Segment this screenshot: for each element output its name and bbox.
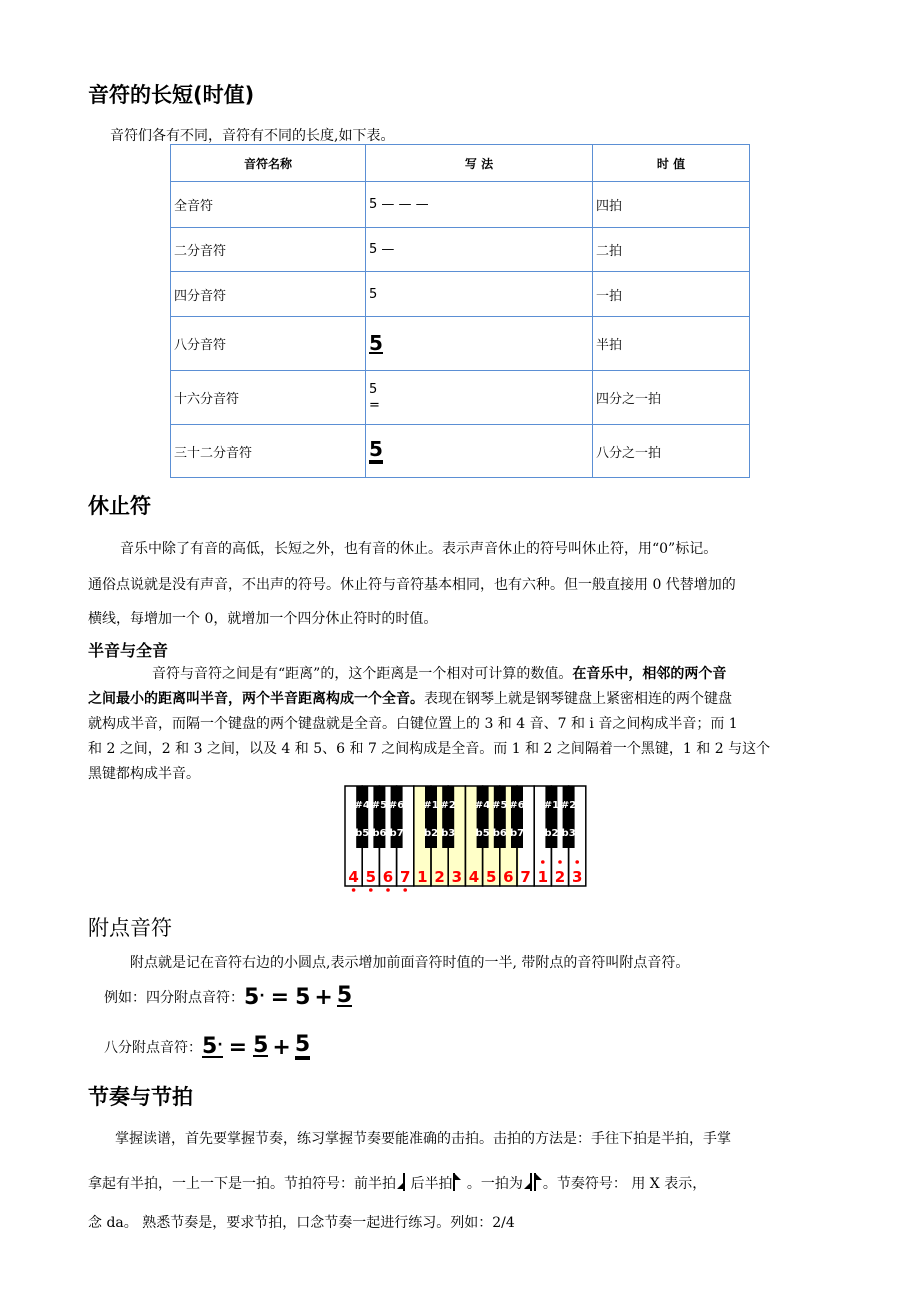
- semitone-paragraph-line: 和 2 之间，2 和 3 之间，以及 4 和 5、6 和 7 之间构成是全音。而 1 和 2 之间隔着一个黑键，1 和 2 与这个: [88, 741, 771, 757]
- section-title-semitone: 半音与全音: [88, 641, 169, 660]
- table-row: [171, 317, 750, 371]
- equals-sign: =: [270, 984, 290, 1010]
- cell-notation: 5 —: [366, 228, 593, 272]
- example-label: 八分附点音符：: [104, 1040, 202, 1056]
- white-key-number: 2: [434, 868, 445, 886]
- black-key-flat-label: b2: [423, 828, 439, 839]
- white-key-number: 4: [468, 868, 480, 886]
- rhythm-paragraph-line: 掌握读谱，首先要掌握节奏，练习掌握节奏要能准确的击拍。击拍的方法是：手往下拍是半拍，手掌: [115, 1131, 731, 1147]
- black-key-sharp-label: #1: [423, 800, 439, 811]
- upbeat-icon: [533, 1172, 543, 1192]
- white-key-number: 3: [451, 868, 463, 886]
- white-key-number: 4: [348, 868, 359, 886]
- dotted-note-intro: 附点就是记在音符右边的小圆点,表示增加前面音符时值的一半, 带附点的音符叫附点音符。: [130, 955, 690, 971]
- double-underline-mark: =: [369, 397, 380, 413]
- cell-note-name: 八分音符: [171, 317, 366, 371]
- black-key-sharp-label: #1: [543, 800, 560, 811]
- black-key-sharp-label: #4: [474, 800, 491, 811]
- black-key-flat-label: b5: [355, 828, 370, 839]
- dotted-note: 5·: [244, 984, 265, 1010]
- high-octave-dot: [541, 860, 545, 864]
- piano-keyboard-diagram: [341, 786, 583, 894]
- black-key-flat-label: b3: [441, 828, 456, 839]
- rhythm-text: 拿起有半拍，一上一下是一拍。节拍符号：前半拍: [88, 1176, 396, 1192]
- rhythm-text: 后半拍: [410, 1176, 453, 1192]
- rhythm-text: 。节奏符号： 用 X 表示，: [542, 1176, 707, 1192]
- rest-paragraph-line: 通俗点说就是没有声音，不出声的符号。休止符与音符基本相同，也有六种。但一般直接用 0 代替增加的: [88, 577, 736, 593]
- cell-note-name: 全音符: [171, 182, 366, 228]
- white-key-number: 2: [554, 868, 566, 886]
- high-octave-dot: [558, 860, 562, 864]
- rhythm-paragraph-line: [88, 1172, 848, 1193]
- note-digit: 5: [369, 381, 378, 397]
- white-key-number: 5: [485, 868, 497, 886]
- cell-note-name: 二分音符: [171, 228, 366, 272]
- example-label: 例如：四分附点音符：: [104, 990, 244, 1006]
- cell-notation: [366, 425, 593, 478]
- rest-paragraph-line: 横线，每增加一个 0，就增加一个四分休止符时的时值。: [88, 611, 438, 627]
- downbeat-icon: [396, 1172, 406, 1192]
- black-key-sharp-label: #2: [560, 800, 577, 811]
- black-key-sharp-label: #2: [440, 800, 456, 811]
- underlined-dotted-note: 5·: [202, 1034, 223, 1059]
- section-title-rest: 休止符: [88, 494, 151, 518]
- semitone-paragraph-line: 黑键都构成半音。: [88, 766, 200, 782]
- cell-duration: 四分之一拍: [593, 371, 750, 425]
- underlined-note: 5: [336, 983, 353, 1008]
- table-row: [171, 272, 750, 317]
- header-note-name: 音符名称: [171, 145, 366, 182]
- black-key-flat-label: b5: [475, 828, 490, 839]
- black-key-sharp-label: #6: [388, 800, 405, 811]
- semitone-text: 表现在钢琴上就是钢琴键盘上紧密相连的两个键盘: [424, 691, 732, 707]
- section-title-rhythm: 节奏与节拍: [88, 1085, 193, 1109]
- low-octave-dot: [403, 888, 407, 892]
- underlined-note: 5: [369, 330, 383, 355]
- cell-duration: 半拍: [593, 317, 750, 371]
- note-length-table: [170, 144, 750, 478]
- black-key-sharp-label: #6: [509, 800, 525, 811]
- section-intro: 音符们各有不同，音符有不同的长度,如下表。: [110, 128, 395, 144]
- note-digit: 5: [295, 984, 311, 1010]
- section-title-note-length: 音符的长短(时值): [88, 83, 255, 107]
- downbeat-icon: [523, 1172, 533, 1192]
- semitone-paragraph-line: [88, 688, 833, 708]
- black-key-flat-label: b7: [389, 828, 404, 839]
- cell-note-name: 四分音符: [171, 272, 366, 317]
- cell-notation: 5 — — —: [366, 182, 593, 228]
- cell-notation: 5: [366, 272, 593, 317]
- black-key-sharp-label: #5: [492, 800, 508, 811]
- black-key-sharp-label: #5: [371, 800, 388, 811]
- high-octave-dot: [575, 860, 579, 864]
- semitone-paragraph-line: 就构成半音，而隔一个键盘的两个键盘就是全音。白键位置上的 3 和 4 音、7 和 i 音之间构成半音；而 1: [88, 716, 738, 732]
- table-row: [171, 182, 750, 228]
- semitone-text: 音符与音符之间是有“距离”的，这个距离是一个相对可计算的数值。: [152, 666, 573, 682]
- cell-duration: 四拍: [593, 182, 750, 228]
- cell-notation: [366, 317, 593, 371]
- note-digit: 5: [244, 984, 260, 1010]
- cell-duration: 一拍: [593, 272, 750, 317]
- note-digit: 5: [202, 1034, 218, 1059]
- rhythm-text: 。一拍为: [466, 1176, 523, 1192]
- plus-sign: +: [272, 1034, 291, 1060]
- cell-duration: 八分之一拍: [593, 425, 750, 478]
- white-key-number: 6: [382, 868, 394, 886]
- white-key-number: 6: [503, 868, 514, 886]
- header-notation: 写 法: [366, 145, 593, 182]
- double-underlined-note: 5: [294, 1032, 311, 1057]
- underlined-note: 5: [253, 1033, 269, 1058]
- cell-note-name: 十六分音符: [171, 371, 366, 425]
- upbeat-icon: [452, 1172, 462, 1192]
- double-underlined-note: 5: [369, 437, 383, 461]
- table-row: [171, 371, 750, 425]
- black-key-sharp-label: #4: [354, 800, 370, 811]
- semitone-paragraph-line: [152, 663, 852, 683]
- low-octave-dot: [386, 888, 390, 892]
- white-key-number: 7: [520, 868, 531, 886]
- black-key-flat-label: b3: [561, 828, 576, 839]
- white-key-number: 7: [399, 868, 411, 886]
- black-key-flat-label: b2: [544, 828, 559, 839]
- black-key-flat-label: b6: [372, 828, 387, 839]
- low-octave-dot: [369, 888, 373, 892]
- table-row: [171, 425, 750, 478]
- black-key-flat-label: b7: [509, 828, 525, 839]
- table-row: [171, 228, 750, 272]
- table-header-row: [171, 145, 750, 182]
- plus-sign: +: [314, 984, 333, 1010]
- cell-duration: 二拍: [593, 228, 750, 272]
- cell-note-name: 三十二分音符: [171, 425, 366, 478]
- rhythm-paragraph-line: 念 da。 熟悉节奏是，要求节拍，口念节奏一起进行练习。列如：2/4: [88, 1215, 515, 1231]
- semitone-bold-text: 之间最小的距离叫半音，两个半音距离构成一个全音。: [88, 691, 424, 707]
- black-key-flat-label: b6: [492, 828, 507, 839]
- semitone-bold-text: 在音乐中，相邻的两个音: [572, 666, 727, 682]
- dotted-eighth-example: [104, 1031, 310, 1063]
- equals-sign: =: [228, 1034, 248, 1060]
- section-title-dotted-note: 附点音符: [88, 916, 172, 940]
- white-key-number: 1: [537, 868, 549, 886]
- low-octave-dot: [352, 888, 356, 892]
- white-key-number: 5: [365, 868, 377, 886]
- dotted-quarter-example: [104, 982, 352, 1012]
- white-key-number: 1: [417, 868, 428, 886]
- header-duration: 时 值: [593, 145, 750, 182]
- white-key-number: 3: [571, 868, 583, 886]
- cell-notation: [366, 371, 593, 425]
- rest-paragraph-line: 音乐中除了有音的高低，长短之外，也有音的休止。表示声音休止的符号叫休止符，用“0”标记。: [120, 541, 718, 557]
